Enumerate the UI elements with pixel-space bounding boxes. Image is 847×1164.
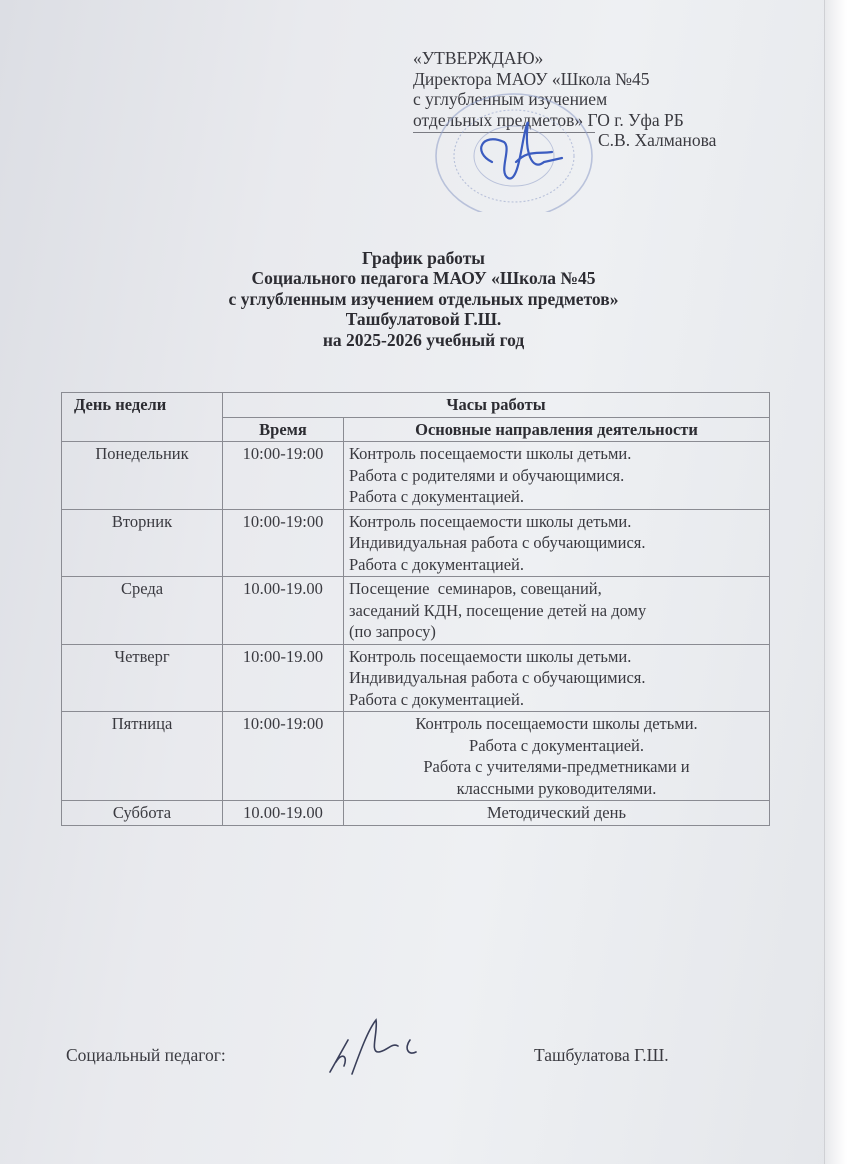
teacher-signature-icon: [318, 1012, 428, 1080]
table-header-row: [62, 393, 770, 418]
table-row: [62, 577, 770, 645]
table-row: [62, 712, 770, 801]
schedule-table: [61, 392, 770, 826]
approval-line: с углубленным изучением: [413, 89, 608, 109]
approval-heading: «УТВЕРЖДАЮ»: [413, 48, 544, 68]
approval-line: отдельных предметов» ГО г. Уфа РБ: [413, 109, 684, 130]
approval-line: Директора МАОУ «Школа №45: [413, 68, 650, 89]
title-line: Ташбулатовой Г.Ш.: [345, 309, 502, 330]
activity-line: Контроль посещаемости школы детьми.: [349, 646, 632, 666]
title-line: График работы: [362, 248, 485, 268]
activity-line: Контроль посещаемости школы детьми.: [349, 444, 632, 463]
header-activities: Основные направления деятельности: [344, 417, 770, 442]
header-hours: Часы работы: [223, 393, 770, 418]
official-stamp-icon: [432, 92, 596, 212]
activity-line: Индивидуальная работа с обучающимися.: [349, 533, 646, 552]
footer-name: Ташбулатова Г.Ш.: [534, 1045, 669, 1065]
activity-line: заседаний КДН, посещение детей на дому: [349, 600, 647, 620]
cell-time: 10.00-19.00: [223, 801, 344, 826]
cell-activities: [344, 442, 770, 510]
activity-line: Контроль посещаемости школы детьми.: [349, 511, 632, 531]
cell-activities: [344, 577, 770, 645]
title-line: Социального педагога МАОУ «Школа №45: [251, 268, 596, 289]
activity-line: Работа с документацией.: [469, 735, 644, 755]
activity-line: Методический день: [486, 803, 626, 822]
activity-line: (по запросу): [349, 622, 436, 641]
approval-signatory: С.В. Халманова: [598, 130, 717, 150]
header-time: Время: [223, 417, 344, 442]
cell-time: 10.00-19.00: [223, 577, 344, 645]
table-row: [62, 442, 770, 510]
header-day: День недели: [62, 393, 223, 442]
activity-line: Работа с документацией.: [349, 487, 524, 506]
document-title: [0, 248, 847, 350]
table-row: [62, 509, 770, 577]
cell-activities: [344, 712, 770, 801]
cell-activities: [344, 644, 770, 712]
cell-day: Понедельник: [62, 442, 223, 510]
cell-day: Суббота: [62, 801, 223, 826]
cell-day: Четверг: [62, 644, 223, 712]
activity-line: Контроль посещаемости школы детьми.: [415, 714, 698, 733]
activity-line: Работа с родителями и обучающимися.: [349, 465, 625, 485]
cell-day: Среда: [62, 577, 223, 645]
cell-time: 10:00-19:00: [223, 442, 344, 510]
title-line: с углубленным изучением отдельных предметов»: [228, 288, 619, 309]
activity-line: Работа с документацией.: [349, 689, 524, 709]
cell-day: Вторник: [62, 509, 223, 577]
cell-time: 10:00-19.00: [223, 644, 344, 712]
page-edge: [824, 0, 847, 1164]
cell-activities: [344, 509, 770, 577]
activity-line: Работа с документацией.: [349, 554, 524, 574]
activity-line: классными руководителями.: [456, 778, 657, 798]
cell-time: 10:00-19:00: [223, 509, 344, 577]
cell-time: 10:00-19:00: [223, 712, 344, 801]
title-line: на 2025-2026 учебный год: [322, 329, 525, 350]
table-row: [62, 644, 770, 712]
cell-activities: [344, 801, 770, 826]
activity-line: Индивидуальная работа с обучающимися.: [349, 668, 646, 687]
footer-role: Социальный педагог:: [66, 1045, 226, 1065]
activity-line: Работа с учителями-предметниками и: [423, 757, 690, 776]
table-row: [62, 801, 770, 826]
activity-line: Посещение семинаров, совещаний,: [349, 579, 602, 598]
cell-day: Пятница: [62, 712, 223, 801]
